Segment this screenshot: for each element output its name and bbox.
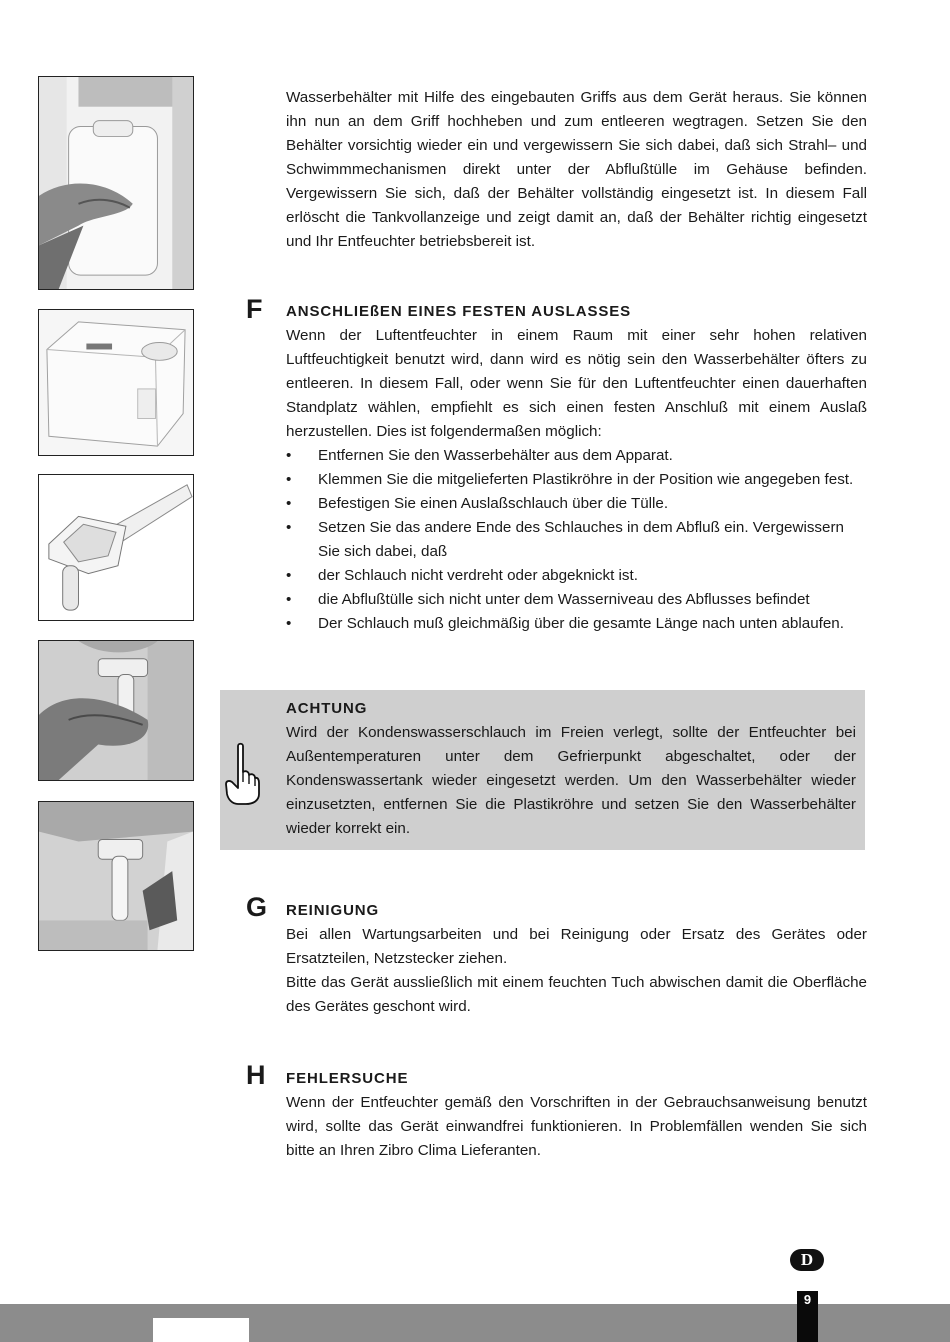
section-h-heading: FEHLERSUCHE	[286, 1070, 409, 1087]
warning-paragraph: Wird der Kondenswasserschlauch im Freien verlegt, sollte der Entfeuchter bei Außentemperaturen unter dem Gefrierpunkt abgeschaltet, oder der Kondenswassertank wieder eingesetzt werden. Um den Wasserbehälter wieder einzusetzten, entfernen Sie die Plastikröhre und setzen Sie den Wasserbehälter wieder korrekt ein.	[286, 724, 856, 837]
section-f	[286, 300, 867, 636]
photo-plastic-tube	[38, 474, 194, 621]
section-f-heading: ANSCHLIEßEN EINES FESTEN AUSLASSES	[286, 303, 632, 320]
list-item: • die Abflußtülle sich nicht unter dem Wasserniveau des Abflusses befindet	[286, 588, 867, 612]
list-item: • Entfernen Sie den Wasserbehälter aus dem Apparat.	[286, 444, 867, 468]
list-item: • Klemmen Sie die mitgelieferten Plastikröhre in der Position wie angegeben fest.	[286, 468, 867, 492]
section-h-paragraph: Wenn der Entfeuchter gemäß den Vorschriften in der Gebrauchsanweisung benutzt wird, sollte das Gerät einwandfrei funktionieren. In Problemfällen wenden Sie sich bitte an Ihren Zibro Clima Lieferanten.	[286, 1094, 867, 1159]
section-g-heading: REINIGUNG	[286, 902, 380, 919]
warning-content	[286, 697, 856, 841]
footer-white-block	[153, 1318, 249, 1342]
photo-tube-installed	[38, 801, 194, 951]
list-item: • Setzen Sie das andere Ende des Schlauches in dem Abfluß ein. Vergewissern Sie sich dabei, daß	[286, 516, 867, 564]
photo-tank-removal	[38, 76, 194, 290]
section-f-paragraph: Wenn der Luftentfeuchter in einem Raum mit einer sehr hohen relativen Luftfeuchtigkeit benutzt wird, dann wird es nötig sein den Wasserbehälter öfters zu entleeren. In diesem Fall, oder wenn Sie für den Luftentfeuchter einen dauerhaften Standplatz wählen, empfiehlt es sich einen festen Anschluß mit einem Auslaß herzustellen. Dies ist folgendermaßen möglich:	[286, 327, 867, 440]
list-item: • Befestigen Sie einen Auslaßschlauch über die Tülle.	[286, 492, 867, 516]
intro-paragraph: Wasserbehälter mit Hilfe des eingebauten Griffs aus dem Gerät heraus. Sie können ihn nun an dem Griff hochheben und zum entleeren wegtragen. Setzen Sie den Behälter vorsichtig wieder ein und vergewissern Sie sich dabei, daß sich Strahl– und Schwimmmechanismen direkt unter der Abflußtülle im Gehäuse befinden. Vergewissern Sie sich, daß der Behälter vollständig eingesetzt ist. In diesem Fall erlöscht die Tankvollanzeige und zeigt damit an, daß der Behälter richtig eingesetzt und Ihr Entfeuchter betriebsbereit ist.	[286, 89, 867, 250]
section-g-paragraph-1: Bei allen Wartungsarbeiten und bei Reinigung oder Ersatz des Gerätes oder Ersatzteilen, Netzstecker ziehen.	[286, 926, 867, 967]
section-h	[286, 1067, 867, 1163]
intro-text	[286, 86, 867, 254]
section-g-paragraph-2: Bitte das Gerät aussließlich mit einem feuchten Tuch abwischen damit die Oberfläche des Gerätes geschont wird.	[286, 974, 867, 1015]
warning-heading: ACHTUNG	[286, 700, 368, 717]
photo-water-tank	[38, 309, 194, 456]
section-h-letter: H	[246, 1060, 266, 1090]
page-number: 9	[797, 1291, 818, 1342]
language-badge: D	[790, 1249, 824, 1271]
pointing-hand-icon	[224, 742, 260, 806]
section-g-letter: G	[246, 892, 268, 922]
list-item: • der Schlauch nicht verdreht oder abgeknickt ist.	[286, 564, 867, 588]
list-item: • Der Schlauch muß gleichmäßig über die gesamte Länge nach unten ablaufen.	[286, 612, 867, 636]
section-g	[286, 899, 867, 1019]
section-f-bullet-list	[286, 444, 867, 636]
section-f-letter: F	[246, 294, 263, 324]
photo-hand-fitting	[38, 640, 194, 781]
